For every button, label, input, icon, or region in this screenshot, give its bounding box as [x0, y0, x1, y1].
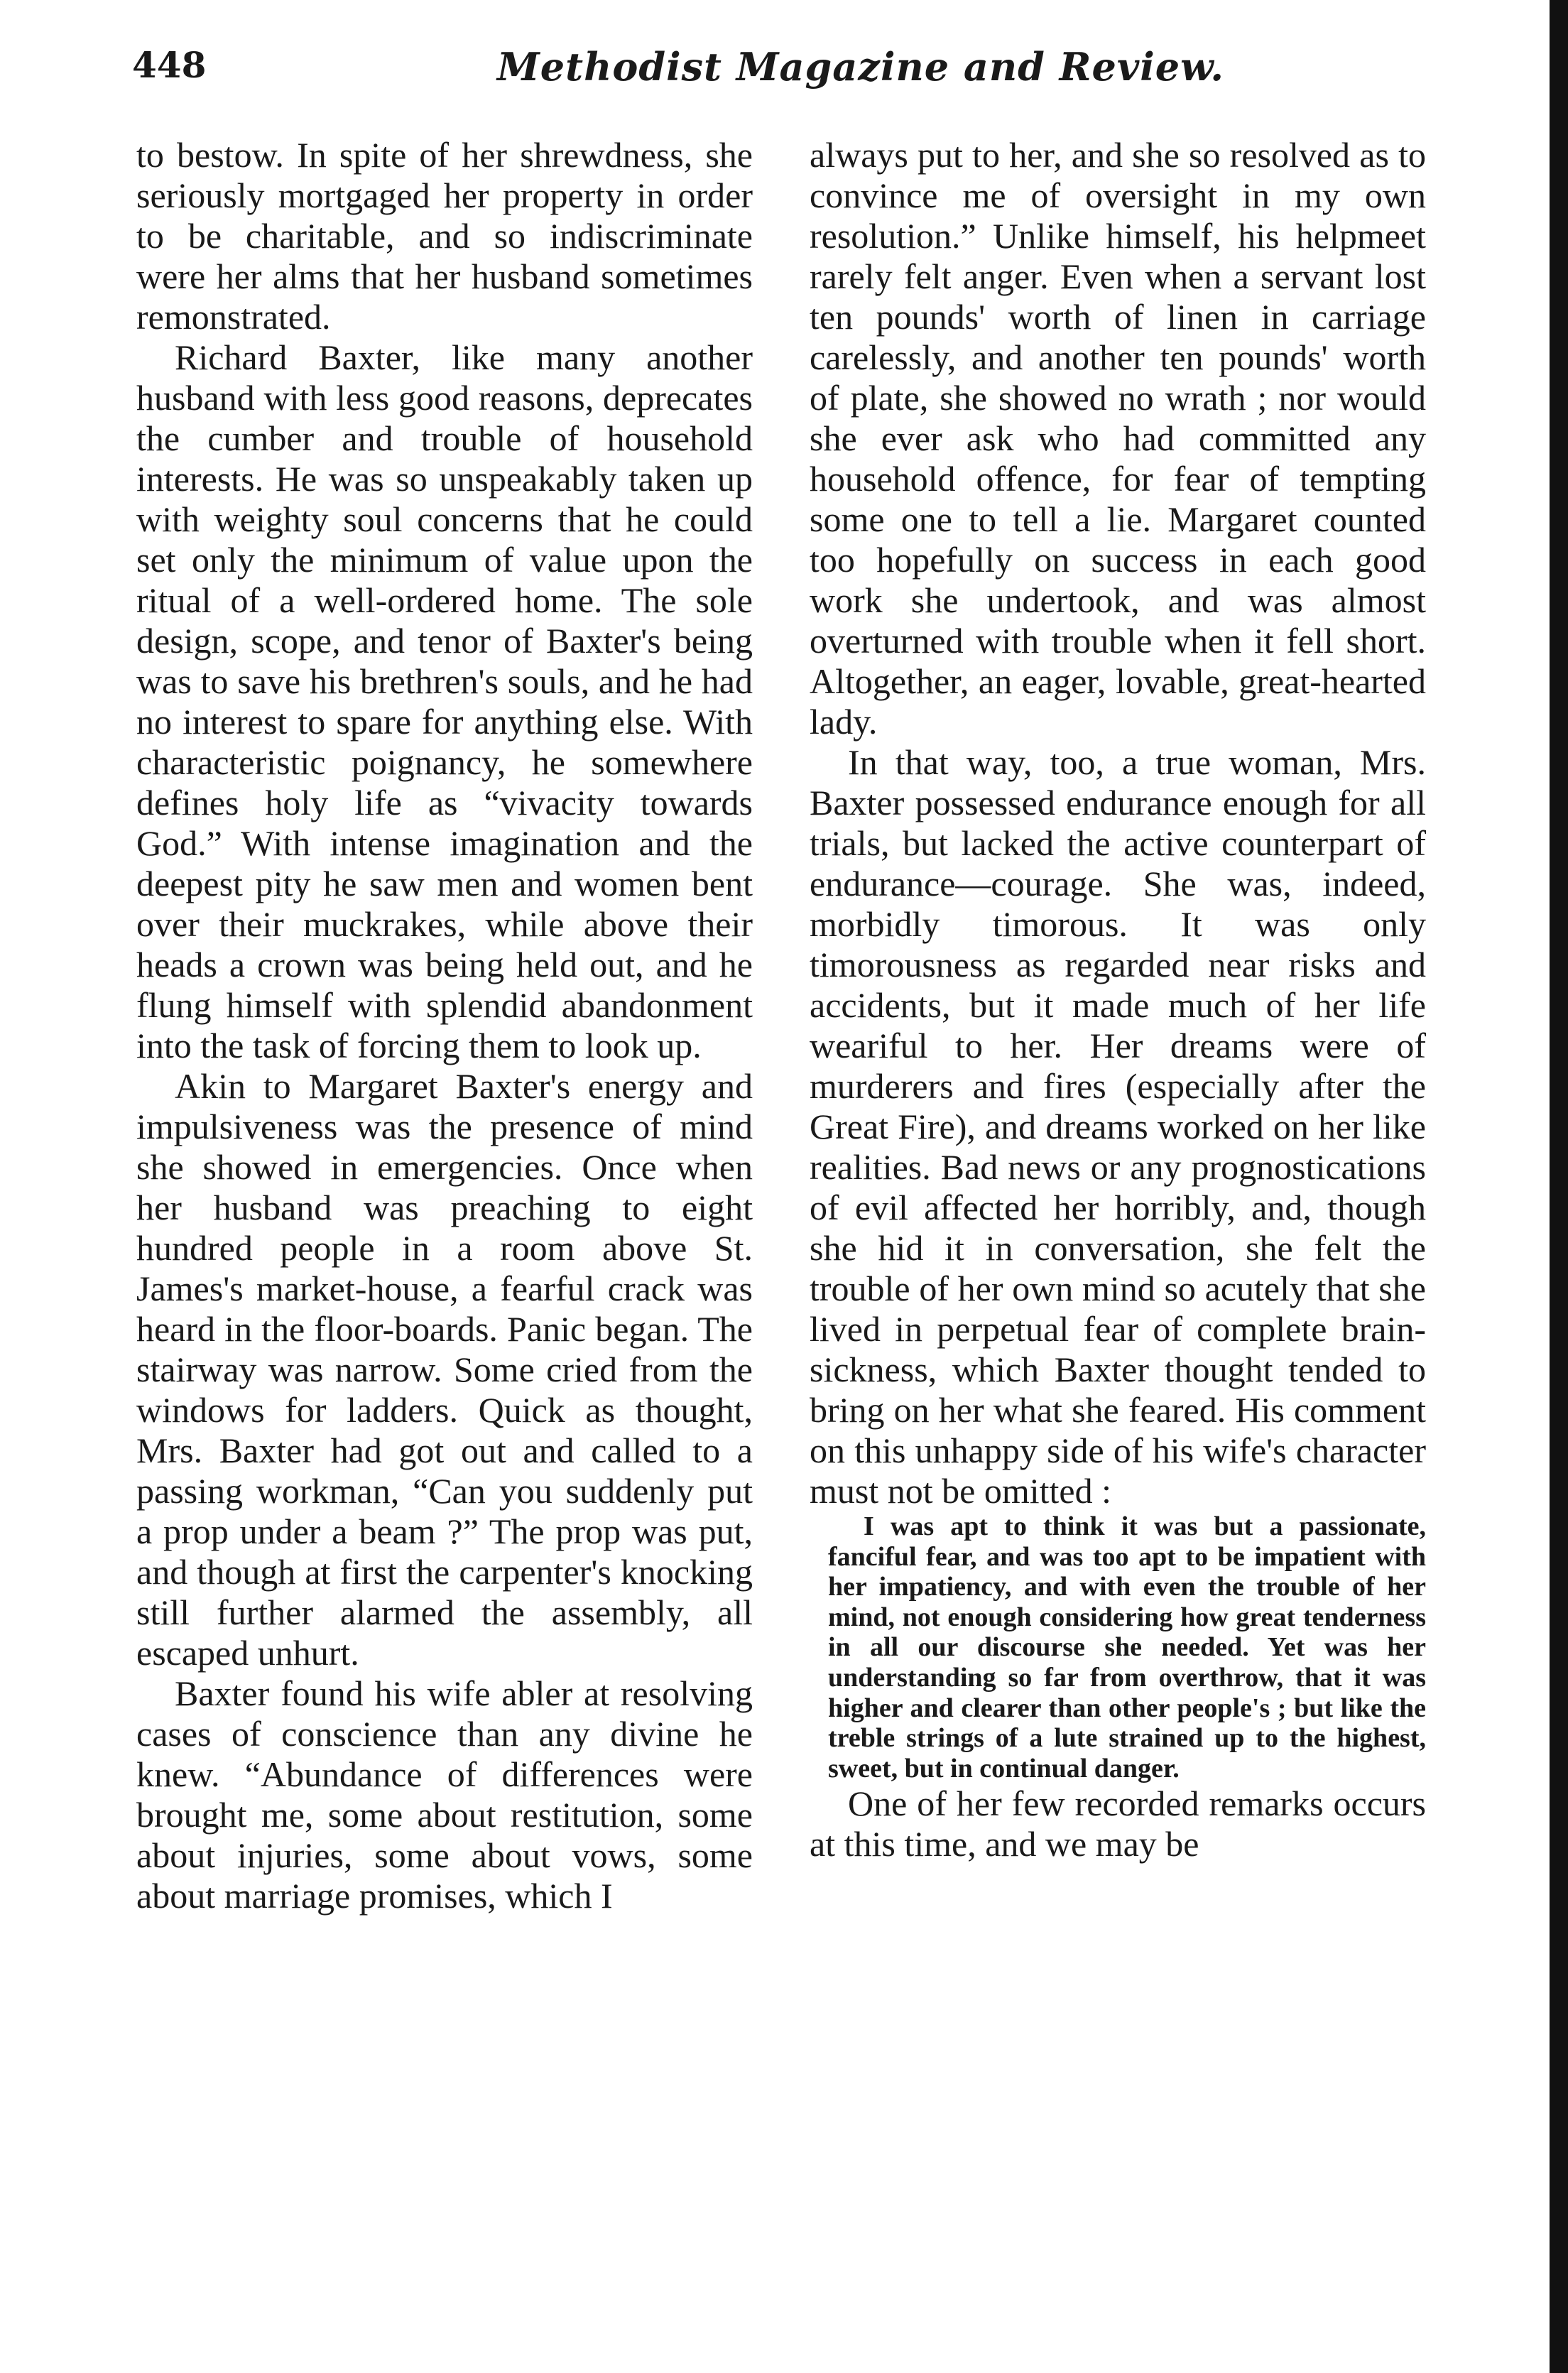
page-number: 448	[132, 44, 207, 86]
paragraph: always put to her, and she so resolved as to convince me of oversight in my own resolution.” Unlike himself, his helpmeet rarely felt anger. Even when a servant lost ten pounds' worth of linen in carriage carelessly, and another ten pounds' worth of plate, she showed no wrath ; nor would she ever ask who had committed any household offence, for fear of tempting some one to tell a lie. Margaret counted too hopefully on success in each good work she undertook, and was almost overturned with trouble when it fell short. Altogether, an eager, lovable, great-hearted lady.	[810, 135, 1426, 742]
block-quote: I was apt to think it was but a passionate, fanciful fear, and was too apt to be impatient with her impatiency, and with even the trouble of her mind, not enough considering how great tenderness in all our discourse she needed. Yet was her understanding so far from overthrow, that it was higher and clearer than other people's ; but like the treble strings of a lute strained up to the highest, sweet, but in continual danger.	[828, 1511, 1426, 1783]
right-column	[810, 135, 1426, 1864]
left-column	[136, 135, 753, 1916]
paragraph: Baxter found his wife abler at resolving cases of conscience than any divine he knew. “Abundance of differences were brought me, some about restitution, some about injuries, some about vows, some about marriage promises, which I	[136, 1673, 753, 1916]
paragraph: Richard Baxter, like many another husband with less good reasons, deprecates the cumber and trouble of household interests. He was so unspeakably taken up with weighty soul concerns that he could set only the minimum of value upon the ritual of a well-ordered home. The sole design, scope, and tenor of Baxter's being was to save his brethren's souls, and he had no interest to spare for anything else. With characteristic poignancy, he somewhere defines holy life as “vivacity towards God.” With intense imagination and the deepest pity he saw men and women bent over their muckrakes, while above their heads a crown was being held out, and he flung himself with splendid abandonment into the task of forcing them to look up.	[136, 337, 753, 1065]
paragraph: In that way, too, a true woman, Mrs. Baxter possessed endurance enough for all trials, but lacked the active counterpart of endurance—courage. She was, indeed, morbidly timorous. It was only timorousness as regarded near risks and accidents, but it made much of her life weariful to her. Her dreams were of murderers and fires (especially after the Great Fire), and dreams worked on her like realities. Bad news or any prognostications of evil affected her horribly, and, though she hid it in conversation, she felt the trouble of her own mind so acutely that she lived in perpetual fear of complete brain-sickness, which Baxter thought tended to bring on her what she feared. His comment on this unhappy side of his wife's character must not be omitted :	[810, 742, 1426, 1511]
paragraph: Akin to Margaret Baxter's energy and impulsiveness was the presence of mind she showed in emergencies. Once when her husband was preaching to eight hundred people in a room above St. James's market-house, a fearful crack was heard in the floor-boards. Panic began. The stairway was narrow. Some cried from the windows for ladders. Quick as thought, Mrs. Baxter had got out and called to a passing workman, “Can you suddenly put a prop under a beam ?” The prop was put, and though at first the carpenter's knocking still further alarmed the assembly, all escaped unhurt.	[136, 1066, 753, 1673]
paragraph: to bestow. In spite of her shrewdness, she seriously mortgaged her property in order to be charitable, and so indiscriminate were her alms that her husband sometimes remonstrated.	[136, 135, 753, 337]
page-binding-edge	[1550, 0, 1568, 2373]
running-title: Methodist Magazine and Review.	[497, 44, 1225, 89]
paragraph: One of her few recorded remarks occurs at this time, and we may be	[810, 1783, 1426, 1864]
